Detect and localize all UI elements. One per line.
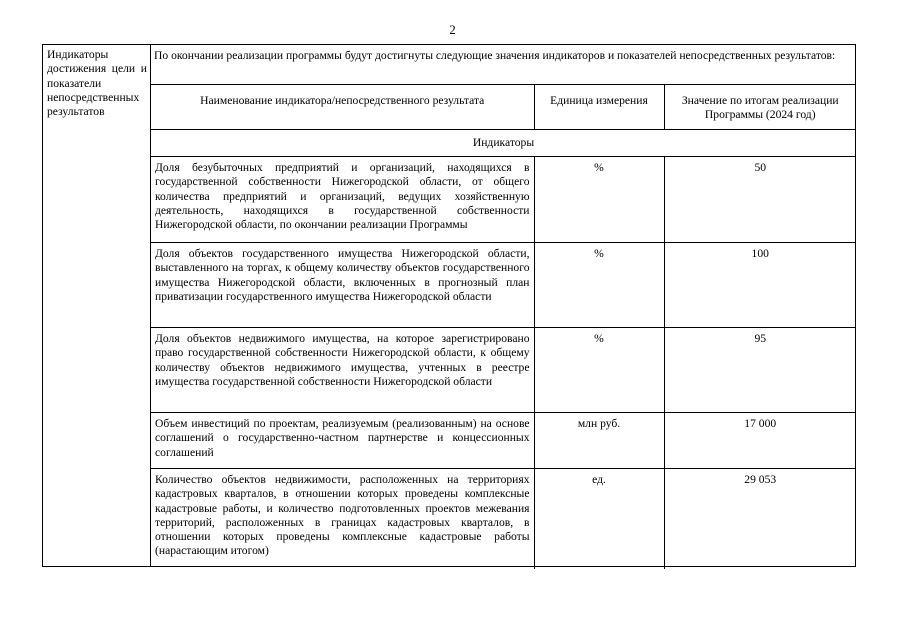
page-number: 2 [449, 22, 456, 37]
section-title: Индикаторы [151, 130, 856, 157]
indicator-name: Доля безубыточных предприятий и организаций, находящихся в государственной собственности Нижегородской области, от общего количества предприятий и организаций, ведущих хозяйственную деятельность, находящихся в государственной собственности Нижегородской области, по окончании реализации Программы [151, 157, 534, 243]
indicator-value: 29 053 [664, 469, 856, 569]
indicators-table-wrapper [151, 84, 855, 566]
table-row [151, 413, 856, 469]
header-unit: Единица измерения [534, 85, 664, 130]
header-row [151, 85, 856, 130]
section-row [151, 130, 856, 157]
table-row [151, 469, 856, 569]
indicator-name: Доля объектов недвижимого имущества, на которое зарегистрировано право государственной собственности Нижегородской области, к общему количеству объектов недвижимого имущества, учтенных в реестре имущества государственной собственности Нижегородской области [151, 328, 534, 413]
indicator-value: 50 [664, 157, 856, 243]
passport-table [42, 44, 856, 567]
header-name: Наименование индикатора/непосредственного результата [151, 85, 534, 130]
indicator-name: Количество объектов недвижимости, расположенных на территориях кадастровых кварталов, в отношении которых проведены комплексные кадастровые работы, и количество подготовленных проектов межевания территорий, расположенных в границах кадастровых кварталов, в отношении которых проведены комплексные кадастровые работы (нарастающим итогом) [151, 469, 534, 569]
row-content [151, 45, 855, 566]
indicator-name: Доля объектов государственного имущества Нижегородской области, выставленного на торгах, к общему количеству объектов государственного имущества Нижегородской области, включенных в прогнозный план приватизации государственного имущества Нижегородской области [151, 243, 534, 328]
header-value: Значение по итогам реализации Программы (2024 год) [664, 85, 856, 130]
table-row [151, 328, 856, 413]
indicator-value: 17 000 [664, 413, 856, 469]
indicator-value: 100 [664, 243, 856, 328]
table-row [151, 243, 856, 328]
indicators-table [151, 84, 856, 569]
indicator-unit: % [534, 328, 664, 413]
indicator-unit: % [534, 243, 664, 328]
indicator-unit: млн руб. [534, 413, 664, 469]
indicator-unit: ед. [534, 469, 664, 569]
row-label: Индикаторы достижения цели и показатели непосредственных результатов [43, 45, 151, 566]
intro-text: По окончании реализации программы будут достигнуты следующие значения индикаторов и показателей непосредственных результатов: [154, 49, 836, 62]
indicator-value: 95 [664, 328, 856, 413]
indicator-name: Объем инвестиций по проектам, реализуемым (реализованным) на основе соглашений о государственно-частном партнерстве и концессионных соглашений [151, 413, 534, 469]
table-row [151, 157, 856, 243]
indicator-unit: % [534, 157, 664, 243]
